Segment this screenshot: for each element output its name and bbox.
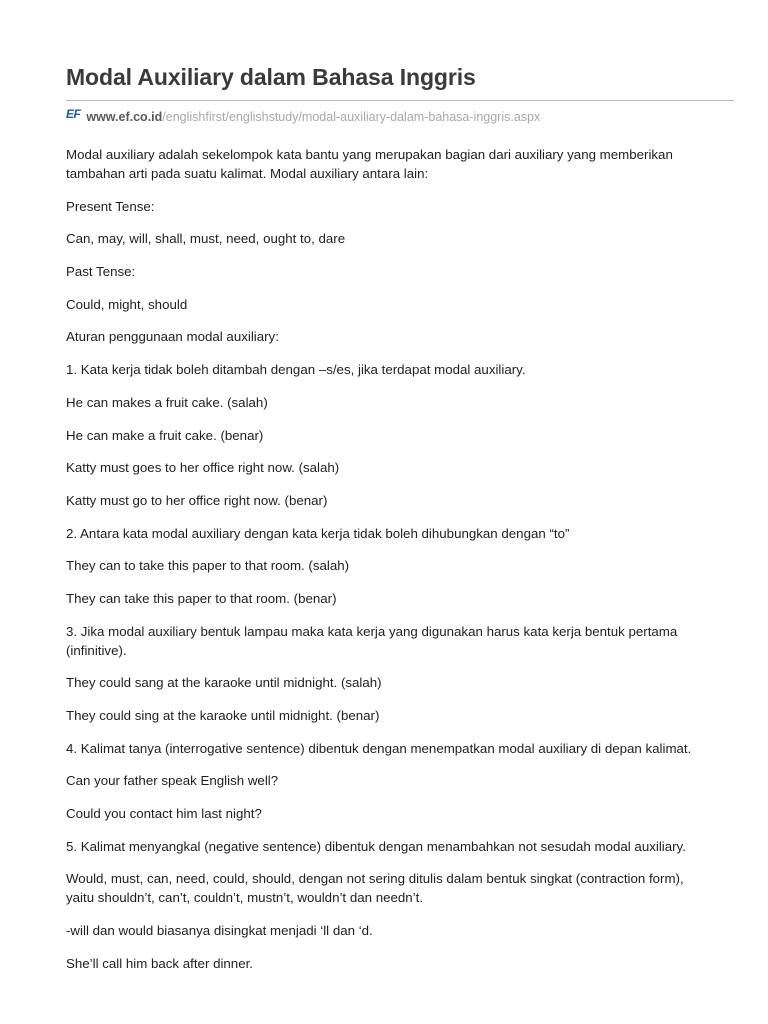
source-line <box>66 109 702 125</box>
paragraph: Katty must goes to her office right now. (salah) <box>66 460 340 476</box>
paragraph: He can makes a fruit cake. (salah) <box>66 394 268 410</box>
paragraph: Aturan penggunaan modal auxiliary: <box>66 329 279 345</box>
paragraph: Can, may, will, shall, must, need, ought to, dare <box>66 231 346 247</box>
paragraph: Modal auxiliary adalah sekelompok kata bantu yang merupakan bagian dari auxiliary yang memberikan tambahan arti pada suatu kalimat. Modal auxiliary antara lain: <box>66 147 673 181</box>
paragraph: Past Tense: <box>66 264 136 280</box>
paragraph: They can take this paper to that room. (benar) <box>66 590 337 606</box>
page-title: Modal Auxiliary dalam Bahasa Inggris <box>66 64 476 90</box>
paragraph: 4. Kalimat tanya (interrogative sentence) dibentuk dengan menempatkan modal auxiliary di depan kalimat. <box>66 740 692 756</box>
paragraph: They could sing at the karaoke until midnight. (benar) <box>66 708 380 723</box>
source-path: /englishfirst/englishstudy/modal-auxiliary-dalam-bahasa-inggris.aspx <box>162 110 541 124</box>
ef-logo-icon: EF <box>66 107 81 121</box>
paragraph: -will dan would biasanya disingkat menjadi ‘ll dan ‘d. <box>66 923 373 939</box>
article-body <box>66 145 702 973</box>
paragraph: 2. Antara kata modal auxiliary dengan kata kerja tidak boleh dihubungkan dengan “to” <box>66 525 570 541</box>
paragraph: Can your father speak English well? <box>66 773 279 789</box>
paragraph: Could, might, should <box>66 296 188 312</box>
paragraph: They can to take this paper to that room. (salah) <box>66 558 350 574</box>
paragraph: She’ll call him back after dinner. <box>66 955 253 971</box>
source-domain: www.ef.co.id <box>86 110 163 124</box>
paragraph: 5. Kalimat menyangkal (negative sentence) dibentuk dengan menambahkan not sesudah modal auxiliary. <box>66 838 686 854</box>
paragraph: Could you contact him last night? <box>66 806 262 822</box>
title-divider <box>66 100 734 101</box>
paragraph: Would, must, can, need, could, should, dengan not sering ditulis dalam bentuk singkat (contraction form), yaitu shouldn’t, can’t, couldn’t, mustn’t, wouldn’t dan needn’t. <box>66 871 684 906</box>
source-link[interactable] <box>86 109 540 125</box>
paragraph: 1. Kata kerja tidak boleh ditambah dengan –s/es, jika terdapat modal auxiliary. <box>66 362 526 378</box>
paragraph: He can make a fruit cake. (benar) <box>66 427 264 443</box>
paragraph: Katty must go to her office right now. (benar) <box>66 492 328 508</box>
paragraph: Present Tense: <box>66 198 155 214</box>
paragraph: They could sang at the karaoke until midnight. (salah) <box>66 675 382 691</box>
paragraph: 3. Jika modal auxiliary bentuk lampau maka kata kerja yang digunakan harus kata kerja bentuk pertama (infinitive). <box>66 623 678 658</box>
